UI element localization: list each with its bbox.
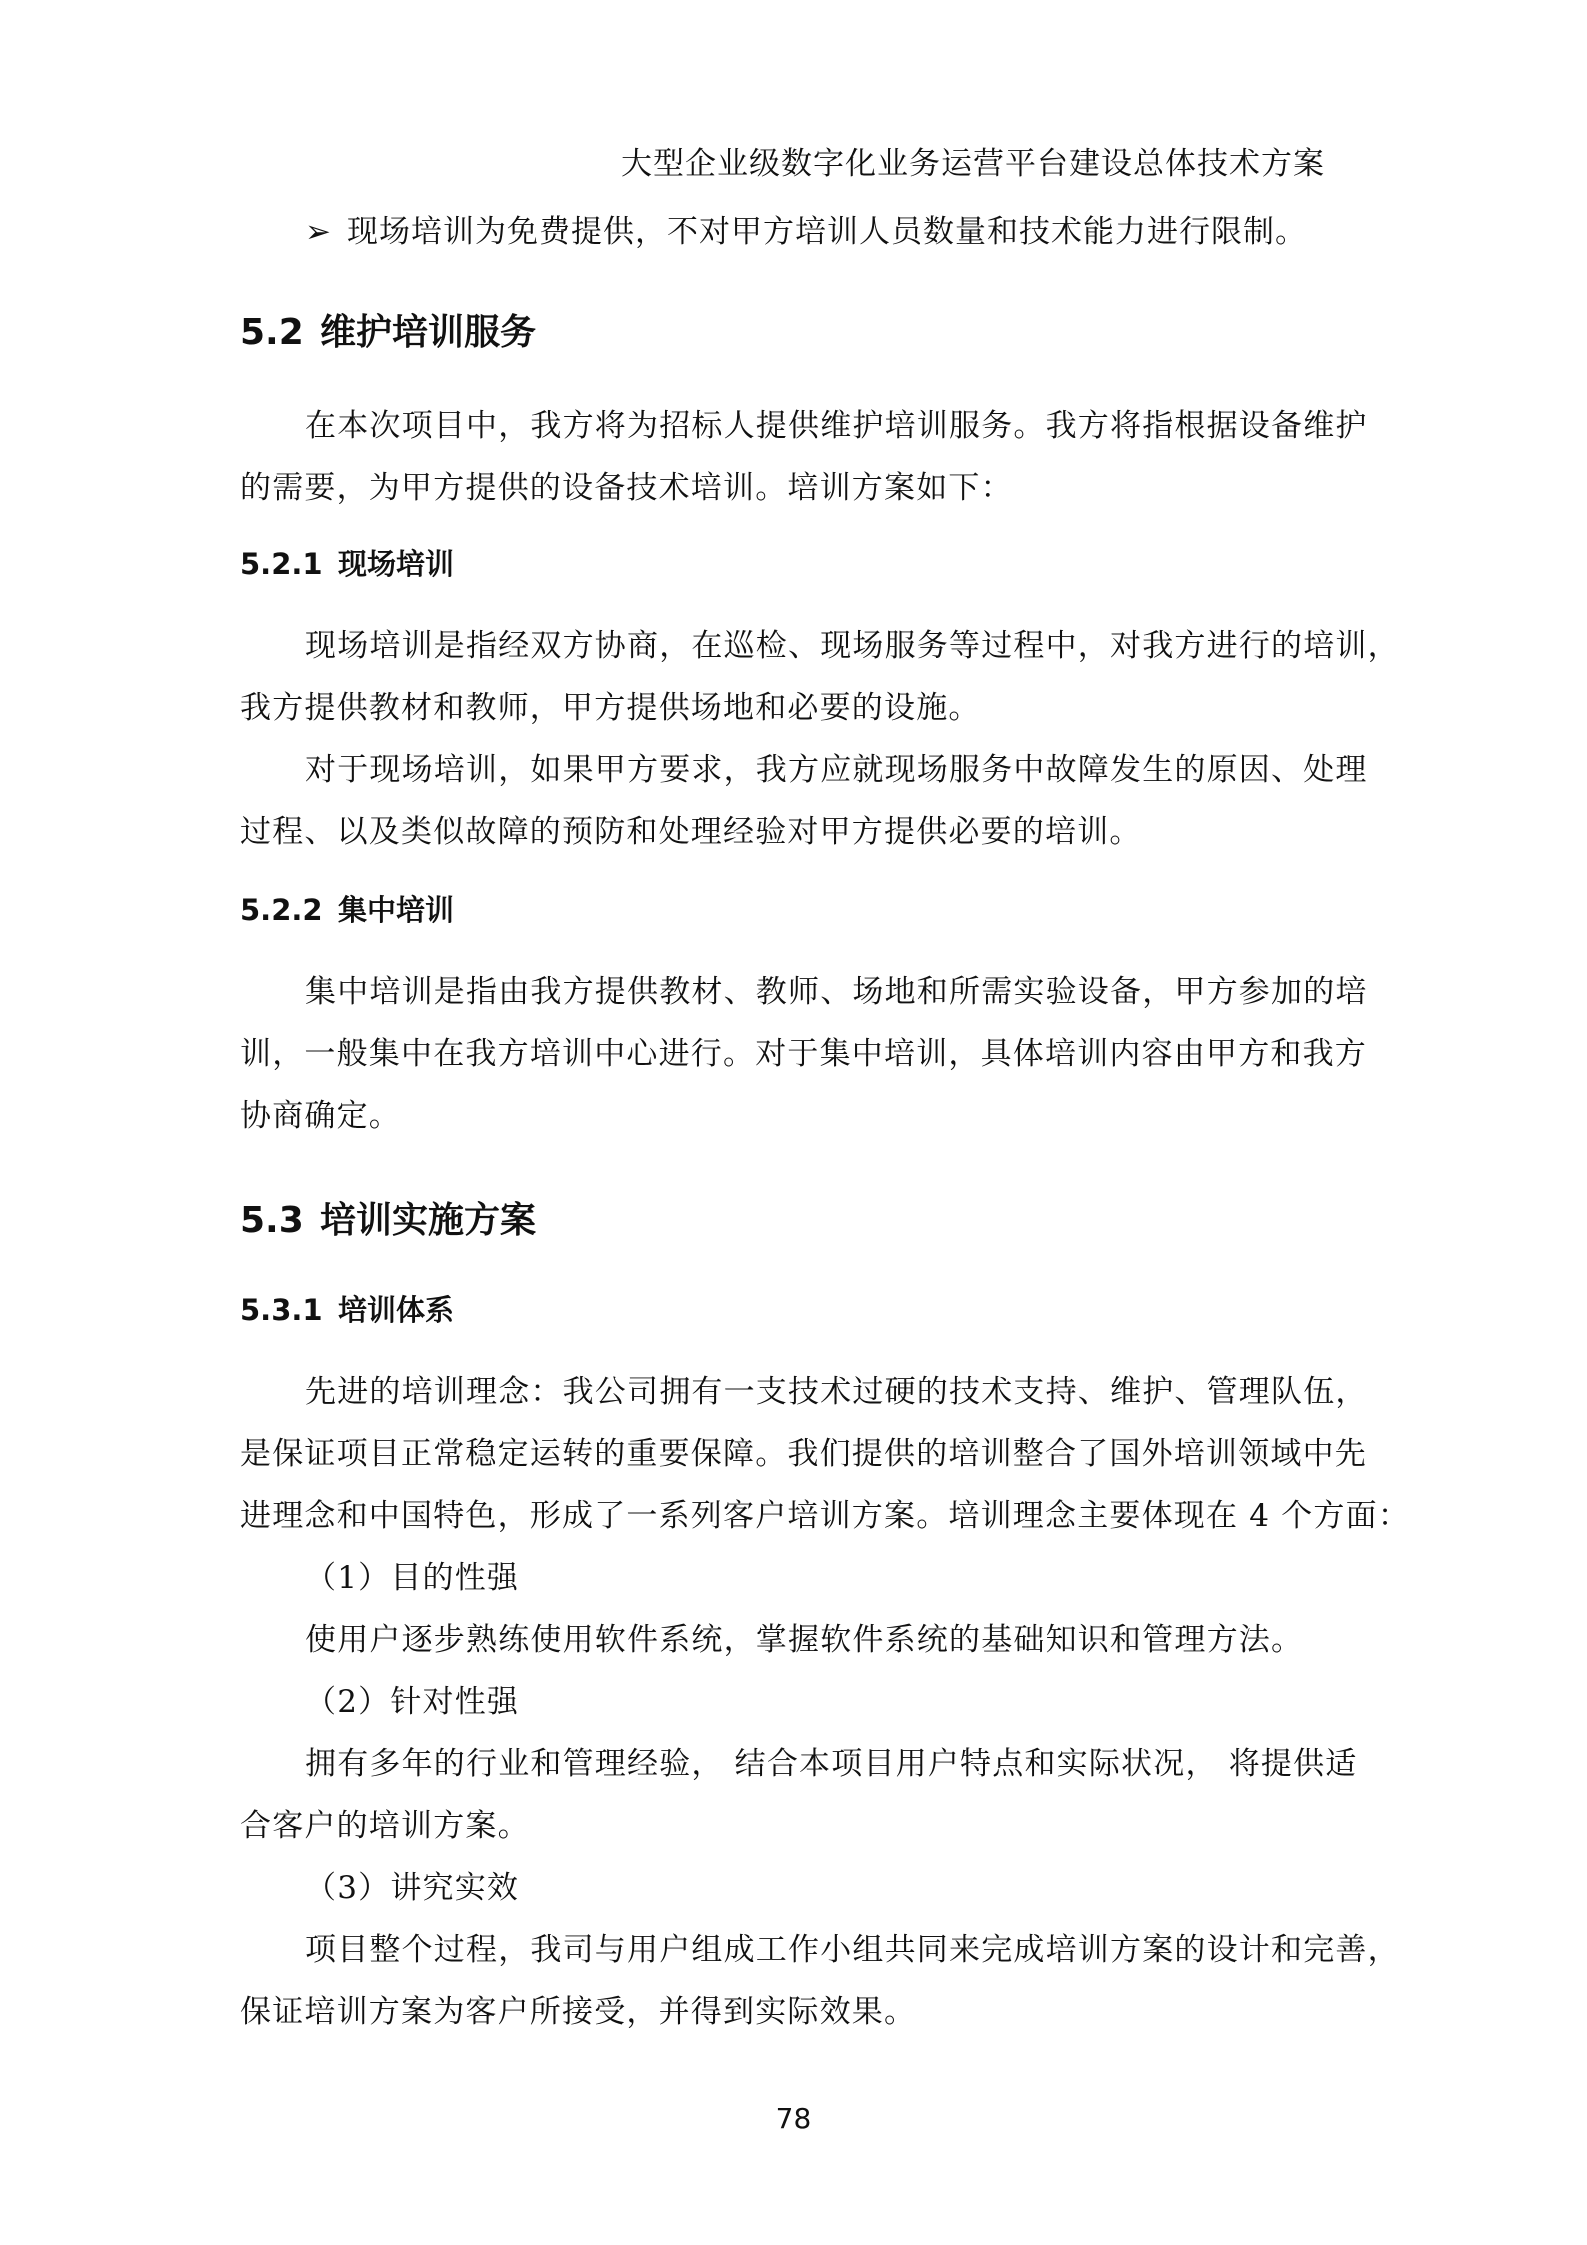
paragraph-line: 合客户的培训方案。 (240, 1808, 530, 1844)
subsection-number: 5.2.2 (240, 893, 323, 927)
subsection-heading-5-2-2 (240, 888, 454, 929)
paragraph-line: 训，一般集中在我方培训中心进行。对于集中培训，具体培训内容由甲方和我方 (240, 1036, 1367, 1072)
paragraph-line: 过程、以及类似故障的预防和处理经验对甲方提供必要的培训。 (240, 814, 1142, 850)
bullet-text: 现场培训为免费提供，不对甲方培训人员数量和技术能力进行限制。 (347, 214, 1307, 250)
section-title: 维护培训服务 (320, 312, 537, 353)
paragraph-line: 保证培训方案为客户所接受，并得到实际效果。 (240, 1994, 917, 2030)
paragraph-line: 集中培训是指由我方提供教材、教师、场地和所需实验设备，甲方参加的培 (305, 974, 1368, 1010)
paragraph-line: 在本次项目中，我方将为招标人提供维护培训服务。我方将指根据设备维护 (305, 408, 1368, 444)
paragraph-line: 项目整个过程，我司与用户组成工作小组共同来完成培训方案的设计和完善， (305, 1932, 1400, 1968)
paragraph-line: 现场培训是指经双方协商，在巡检、现场服务等过程中，对我方进行的培训， (305, 628, 1400, 664)
list-item-title: （2）针对性强 (305, 1684, 520, 1720)
section-number: 5.2 (240, 312, 304, 353)
list-item-title: （3）讲究实效 (305, 1870, 520, 1906)
paragraph-line: 的需要，为甲方提供的设备技术培训。培训方案如下： (240, 470, 1013, 506)
paragraph-line: 对于现场培训，如果甲方要求，我方应就现场服务中故障发生的原因、处理 (305, 752, 1368, 788)
paragraph-line: 是保证项目正常稳定运转的重要保障。我们提供的培训整合了国外培训领域中先 (240, 1436, 1367, 1472)
list-item-title: （1）目的性强 (305, 1560, 520, 1596)
section-heading-5-2 (240, 304, 536, 355)
paragraph-line: 协商确定。 (240, 1098, 401, 1134)
page-header: 大型企业级数字化业务运营平台建设总体技术方案 (621, 146, 1325, 182)
subsection-heading-5-3-1 (240, 1288, 454, 1329)
paragraph-line: 使用户逐步熟练使用软件系统，掌握软件系统的基础知识和管理方法。 (305, 1622, 1304, 1658)
paragraph-line: 进理念和中国特色，形成了一系列客户培训方案。培训理念主要体现在 4 个方面： (240, 1498, 1411, 1534)
arrow-bullet-icon: ➢ (305, 214, 332, 250)
bullet-item (305, 206, 1307, 251)
section-heading-5-3 (240, 1192, 536, 1243)
subsection-heading-5-2-1 (240, 542, 454, 583)
section-number: 5.3 (240, 1200, 304, 1241)
section-title: 培训实施方案 (320, 1200, 537, 1241)
paragraph-line: 拥有多年的行业和管理经验， 结合本项目用户特点和实际状况， 将提供适 (305, 1746, 1358, 1782)
subsection-number: 5.2.1 (240, 547, 323, 581)
subsection-title: 集中培训 (338, 893, 455, 927)
subsection-title: 现场培训 (338, 547, 455, 581)
paragraph-line: 我方提供教材和教师，甲方提供场地和必要的设施。 (240, 690, 981, 726)
subsection-title: 培训体系 (338, 1293, 455, 1327)
subsection-number: 5.3.1 (240, 1293, 323, 1327)
page-number: 78 (775, 2102, 812, 2135)
paragraph-line: 先进的培训理念：我公司拥有一支技术过硬的技术支持、维护、管理队伍， (305, 1374, 1368, 1410)
